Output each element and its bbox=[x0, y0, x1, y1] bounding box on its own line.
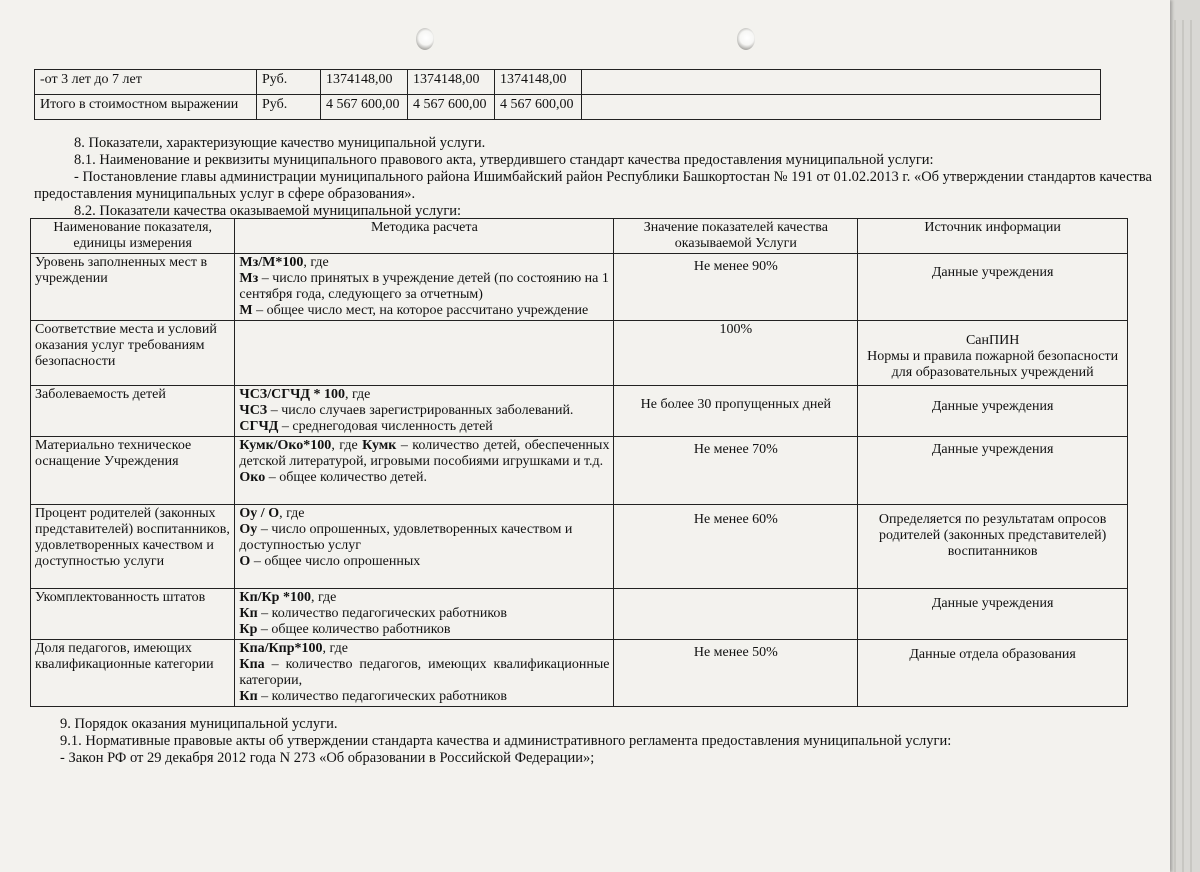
formula-tail: , где bbox=[303, 255, 329, 270]
indicator-name: Материально техническое оснащение Учреждения bbox=[31, 437, 235, 505]
table-row bbox=[31, 437, 1128, 505]
punch-hole-left bbox=[416, 28, 434, 50]
section-8-2-heading: 8.2. Показатели качества оказываемой муниципальной услуги: bbox=[74, 203, 462, 219]
variable: Кп bbox=[239, 689, 258, 704]
section-8-1-heading: 8.1. Наименование и реквизиты муниципального правового акта, утвердившего стандарт качества предоставления муниципальной услуги: bbox=[74, 152, 934, 168]
value-text: Не менее 50% bbox=[693, 645, 778, 660]
formula-tail: , где bbox=[310, 590, 337, 605]
variable-desc: – количество педагогических работников bbox=[257, 606, 508, 621]
indicator-value bbox=[614, 589, 858, 640]
act-reference-line-2: предоставления муниципальных услуг в сфере образования». bbox=[34, 186, 416, 202]
calculation-method bbox=[235, 386, 614, 437]
variable: М bbox=[239, 303, 253, 318]
table-row bbox=[31, 386, 1128, 437]
value-text: Не менее 90% bbox=[693, 259, 778, 274]
indicator-name: Доля педагогов, имеющих квалификационные категории bbox=[31, 640, 235, 707]
variable-desc: – количество детей, обеспеченных детской литературой, игровыми пособиями игрушками и т.д. bbox=[239, 438, 610, 469]
calculation-method bbox=[235, 589, 614, 640]
table-row bbox=[31, 640, 1128, 707]
formula: Мз/М*100 bbox=[239, 255, 304, 270]
section-8-heading: 8. Показатели, характеризующие качество муниципальной услуги. bbox=[74, 135, 486, 151]
punch-hole-right bbox=[737, 28, 755, 50]
indicator-value: 100% bbox=[614, 321, 858, 386]
indicator-value bbox=[614, 505, 858, 589]
variable-desc: – количество педагогических работников bbox=[257, 689, 508, 704]
variable: ЧСЗ bbox=[239, 403, 268, 418]
calculation-method bbox=[235, 437, 614, 505]
indicator-name: Соответствие места и условий оказания услуг требованиям безопасности bbox=[31, 321, 235, 386]
table-cell: 1374148,00 bbox=[408, 70, 495, 95]
table-row bbox=[35, 70, 1101, 95]
info-source bbox=[858, 254, 1128, 321]
table-cell: Руб. bbox=[257, 95, 321, 120]
variable-desc: – число опрошенных, удовлетворенных качеством и доступностью услуг bbox=[239, 522, 573, 553]
variable-desc: – число случаев зарегистрированных заболеваний. bbox=[267, 403, 574, 418]
value-text: Не менее 70% bbox=[693, 442, 778, 457]
indicator-value bbox=[614, 386, 858, 437]
source-text: Нормы и правила пожарной безопасности для образовательных учреждений bbox=[867, 349, 1119, 380]
table-row bbox=[35, 95, 1101, 120]
table-cell bbox=[582, 95, 1101, 120]
table-cell: 1374148,00 bbox=[495, 70, 582, 95]
quality-indicators-table bbox=[30, 218, 1128, 707]
page-edge bbox=[1174, 20, 1176, 872]
variable: Кр bbox=[239, 622, 258, 637]
calculation-method bbox=[235, 505, 614, 589]
formula-tail: , где bbox=[331, 438, 363, 453]
source-text: Определяется по результатам опросов родителей (законных представителей) воспитанников bbox=[878, 512, 1107, 559]
variable: СГЧД bbox=[239, 419, 279, 434]
source-text: Данные учреждения bbox=[931, 265, 1054, 280]
variable: Мз bbox=[239, 271, 259, 286]
variable-desc: – количество педагогов, имеющих квалификационные категории, bbox=[239, 657, 610, 688]
info-source bbox=[858, 386, 1128, 437]
table-cell: Итого в стоимостном выражении bbox=[35, 95, 257, 120]
variable: Око bbox=[239, 470, 266, 485]
indicator-name: Процент родителей (законных представителей) воспитанников, удовлетворенных качеством и доступностью услуги bbox=[31, 505, 235, 589]
table-row bbox=[31, 589, 1128, 640]
source-text: Данные учреждения bbox=[931, 596, 1054, 611]
indicator-value bbox=[614, 437, 858, 505]
formula-tail: , где bbox=[322, 641, 348, 656]
header-name: Наименование показателя, единицы измерения bbox=[31, 219, 235, 254]
indicator-value bbox=[614, 254, 858, 321]
page-edge bbox=[1190, 20, 1192, 872]
section-9-1-heading: 9.1. Нормативные правовые акты об утверждении стандарта качества и административного регламента предоставления муниципальной услуги: bbox=[60, 733, 952, 749]
formula: Кп/Кр *100 bbox=[239, 590, 311, 605]
formula: ЧСЗ/СГЧД * 100 bbox=[239, 387, 346, 402]
table-cell: -от 3 лет до 7 лет bbox=[35, 70, 257, 95]
variable-desc: – общее число мест, на которое рассчитано учреждение bbox=[252, 303, 589, 318]
variable-desc: – общее число опрошенных bbox=[250, 554, 421, 569]
calculation-method bbox=[235, 640, 614, 707]
section-9-heading: 9. Порядок оказания муниципальной услуги. bbox=[60, 716, 338, 732]
indicator-name: Укомплектованность штатов bbox=[31, 589, 235, 640]
indicator-name: Уровень заполненных мест в учреждении bbox=[31, 254, 235, 321]
table-header-row bbox=[31, 219, 1128, 254]
variable: О bbox=[239, 554, 251, 569]
header-source: Источник информации bbox=[858, 219, 1128, 254]
info-source bbox=[858, 640, 1128, 707]
calculation-method bbox=[235, 254, 614, 321]
indicator-value bbox=[614, 640, 858, 707]
formula: Кумк/Око*100 bbox=[239, 438, 332, 453]
table-cell: 4 567 600,00 bbox=[321, 95, 408, 120]
table-cell bbox=[582, 70, 1101, 95]
table-row bbox=[31, 505, 1128, 589]
header-value: Значение показателей качества оказываемой Услуги bbox=[614, 219, 858, 254]
cost-table bbox=[34, 69, 1101, 120]
source-text: Данные учреждения bbox=[931, 442, 1054, 457]
indicator-name: Заболеваемость детей bbox=[31, 386, 235, 437]
table-cell: Руб. bbox=[257, 70, 321, 95]
formula-tail: , где bbox=[345, 387, 371, 402]
variable: Кпа bbox=[239, 657, 265, 672]
source-text: Данные учреждения bbox=[931, 399, 1054, 414]
variable: Оу bbox=[239, 522, 258, 537]
value-text: Не менее 60% bbox=[693, 512, 778, 527]
info-source bbox=[858, 505, 1128, 589]
formula: Оу / О bbox=[239, 506, 280, 521]
page-edge bbox=[1182, 20, 1184, 872]
calculation-method bbox=[235, 321, 614, 386]
variable-desc: – среднегодовая численность детей bbox=[278, 419, 493, 434]
formula: Кпа/Кпр*100 bbox=[239, 641, 323, 656]
variable: Кумк bbox=[362, 438, 397, 453]
formula-tail: , где bbox=[279, 506, 305, 521]
info-source bbox=[858, 437, 1128, 505]
variable-desc: – общее количество работников bbox=[257, 622, 451, 637]
table-cell: 4 567 600,00 bbox=[495, 95, 582, 120]
law-reference: - Закон РФ от 29 декабря 2012 года N 273 «Об образовании в Российской Федерации»; bbox=[60, 750, 595, 766]
act-reference-line-1: - Постановление главы администрации муниципального района Ишимбайский район Республики Башкортостан № 191 от 01.02.2013 г. «Об утверждении стандартов качества bbox=[74, 169, 1152, 185]
value-text: Не более 30 пропущенных дней bbox=[640, 397, 832, 412]
info-source bbox=[858, 321, 1128, 386]
table-cell: 4 567 600,00 bbox=[408, 95, 495, 120]
variable: Кп bbox=[239, 606, 258, 621]
source-text: СанПИН bbox=[965, 333, 1020, 348]
table-row bbox=[31, 321, 1128, 386]
variable-desc: – общее количество детей. bbox=[265, 470, 428, 485]
table-cell: 1374148,00 bbox=[321, 70, 408, 95]
header-method: Методика расчета bbox=[235, 219, 614, 254]
info-source bbox=[858, 589, 1128, 640]
variable-desc: – число принятых в учреждение детей (по состоянию на 1 сентября года, следующего за отчетным) bbox=[239, 271, 609, 302]
table-row bbox=[31, 254, 1128, 321]
source-text: Данные отдела образования bbox=[909, 647, 1076, 662]
